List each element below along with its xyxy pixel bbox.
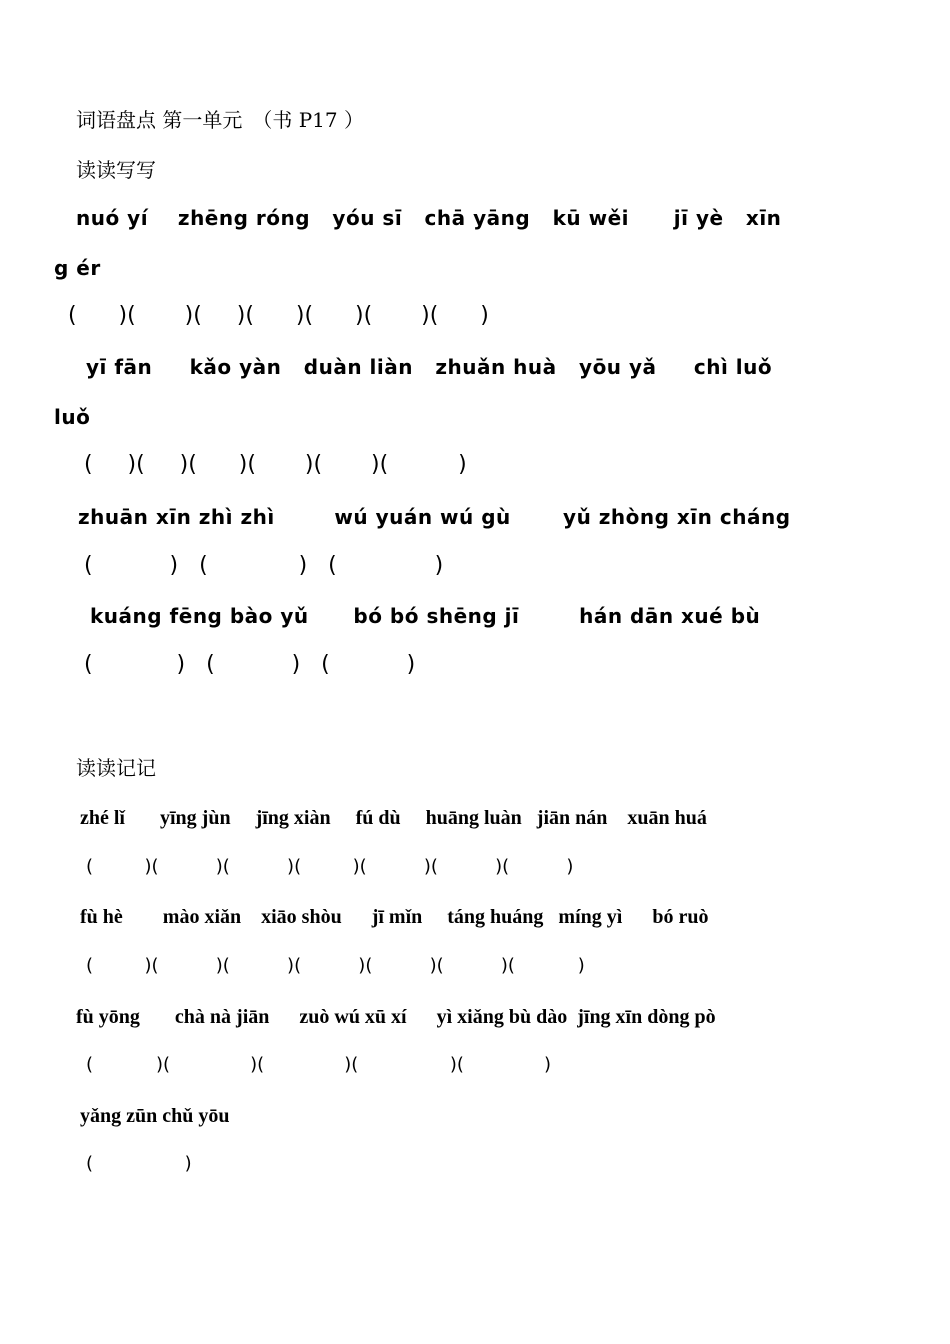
answer-brackets-row-4: ( ) ( ) ( ) (84, 652, 416, 677)
pinyin-row-4: kuáng fēng bào yǔ bó bó shēng jī hán dān xué bù (90, 604, 761, 628)
section2-heading: 读读记记 (76, 756, 156, 780)
answer-brackets-row-2: ( )( )( )( )( )( ) (84, 452, 467, 477)
pinyin-row-5: zhé lǐ yīng jùn jīng xiàn fú dù huāng luàn jiān nán xuān huá (80, 807, 707, 829)
page-title: 词语盘点 第一单元 （书 P17 ） (76, 108, 364, 132)
pinyin-row-7: fù yōng chà nà jiān zuò wú xū xí yì xiǎng bù dào jīng xīn dòng pò (76, 1006, 716, 1028)
answer-brackets-row-7: ( )( )( )( )( ) (86, 1054, 552, 1075)
pinyin-row-2-wrap: luǒ (54, 405, 91, 429)
answer-brackets-row-5: ( )( )( )( )( )( )( ) (86, 856, 574, 877)
pinyin-row-1-wrap: g ér (54, 256, 101, 280)
pinyin-row-3: zhuān xīn zhì zhì wú yuán wú gù yǔ zhòng xīn cháng (78, 505, 791, 529)
pinyin-row-6: fù hè mào xiǎn xiāo shòu jī mǐn táng huáng míng yì bó ruò (80, 906, 709, 928)
answer-brackets-row-1: ( )( )( )( )( )( )( ) (68, 303, 489, 328)
answer-brackets-row-8: ( ) (86, 1153, 192, 1174)
pinyin-row-2: yī fān kǎo yàn duàn liàn zhuǎn huà yōu yǎ chì luǒ (86, 355, 773, 379)
answer-brackets-row-6: ( )( )( )( )( )( )( ) (86, 955, 585, 976)
answer-brackets-row-3: ( ) ( ) ( ) (84, 553, 444, 578)
pinyin-row-1: nuó yí zhēng róng yóu sī chā yāng kū wěi jī yè xīn (76, 206, 782, 230)
pinyin-row-8: yǎng zūn chǔ yōu (80, 1105, 230, 1127)
section1-heading: 读读写写 (76, 158, 156, 182)
